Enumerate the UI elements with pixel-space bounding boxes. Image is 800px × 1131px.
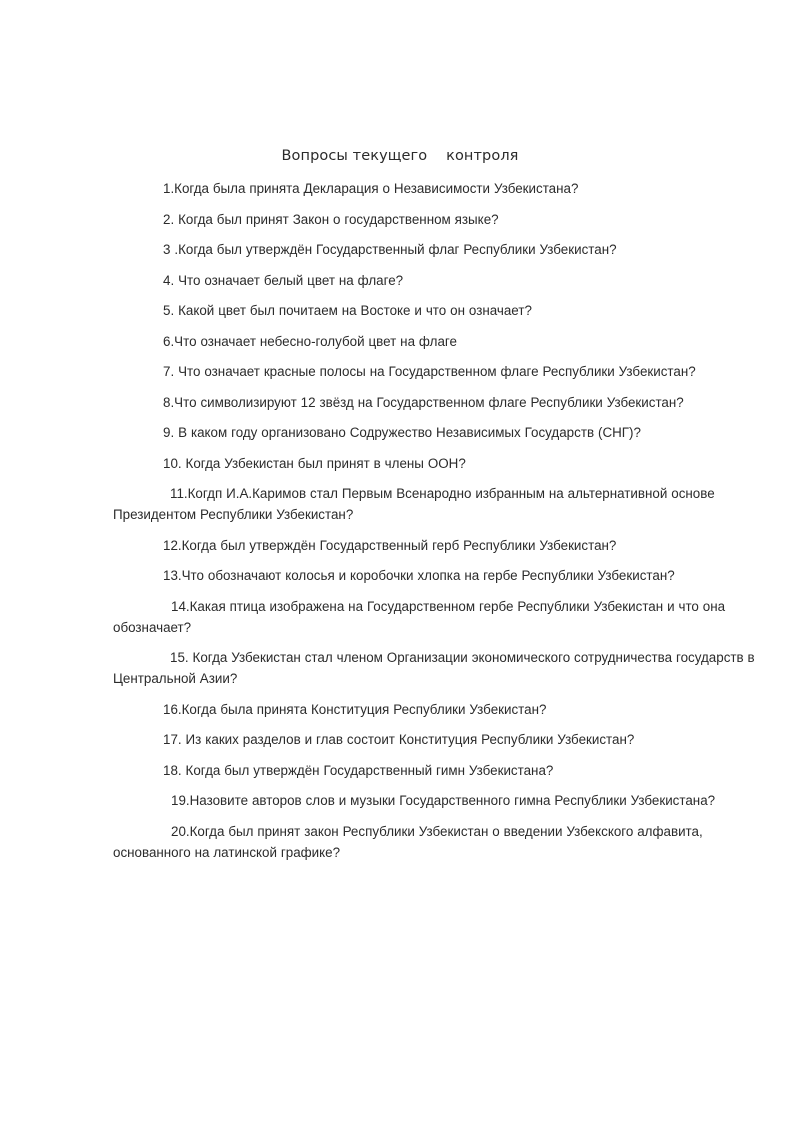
question-item-6: 6.Что означает небесно-голубой цвет на флаге: [163, 333, 457, 349]
question-item-2: 2. Когда был принят Закон о государственном языке?: [163, 211, 499, 227]
question-item-15: 15. Когда Узбекистан стал членом Организации экономического сотрудничества государств в Центральной Азии?: [113, 650, 755, 686]
question-item-16: 16.Когда была принята Конституция Республики Узбекистан?: [163, 701, 547, 717]
page-title: Вопросы текущего контроля: [281, 148, 519, 164]
question-item-4: 4. Что означает белый цвет на флаге?: [163, 272, 404, 288]
question-item-8: 8.Что символизируют 12 звёзд на Государственном флаге Республики Узбекистан?: [163, 394, 684, 410]
question-item-17: 17. Из каких разделов и глав состоит Конституция Республики Узбекистан?: [163, 732, 635, 747]
question-item-19: 19.Назовите авторов слов и музыки Государственного гимна Республики Узбекистана?: [171, 793, 716, 808]
question-list: [113, 178, 758, 872]
question-item-12: 12.Когда был утверждён Государственный герб Республики Узбекистан?: [163, 537, 617, 553]
question-item-7: 7. Что означает красные полосы на Государственном флаге Республики Узбекистан?: [163, 364, 696, 379]
question-item-10: 10. Когда Узбекистан был принят в члены ООН?: [163, 455, 466, 471]
question-item-9: 9. В каком году организовано Содружество Независимых Государств (СНГ)?: [163, 425, 641, 440]
question-item-14: 14.Какая птица изображена на Государственном гербе Республики Узбекистан и что она обозначает?: [113, 598, 726, 635]
question-item-11: 11.Когдп И.А.Каримов стал Первым Всенародно избранным на альтернативной основе Президентом Республики Узбекистан?: [113, 486, 715, 522]
question-item-5: 5. Какой цвет был почитаем на Востоке и что он означает?: [163, 303, 532, 318]
question-item-18: 18. Когда был утверждён Государственный гимн Узбекистана?: [163, 762, 554, 778]
question-item-13: 13.Что обозначают колосья и коробочки хлопка на гербе Республики Узбекистан?: [163, 568, 675, 583]
question-item-3: 3 .Когда был утверждён Государственный флаг Республики Узбекистан?: [163, 242, 617, 257]
question-item-20: 20.Когда был принят закон Республики Узбекистан о введении Узбекского алфавита, основанного на латинской графике?: [113, 823, 703, 860]
question-item-1: 1.Когда была принята Декларация о Независимости Узбекистана?: [163, 181, 579, 196]
